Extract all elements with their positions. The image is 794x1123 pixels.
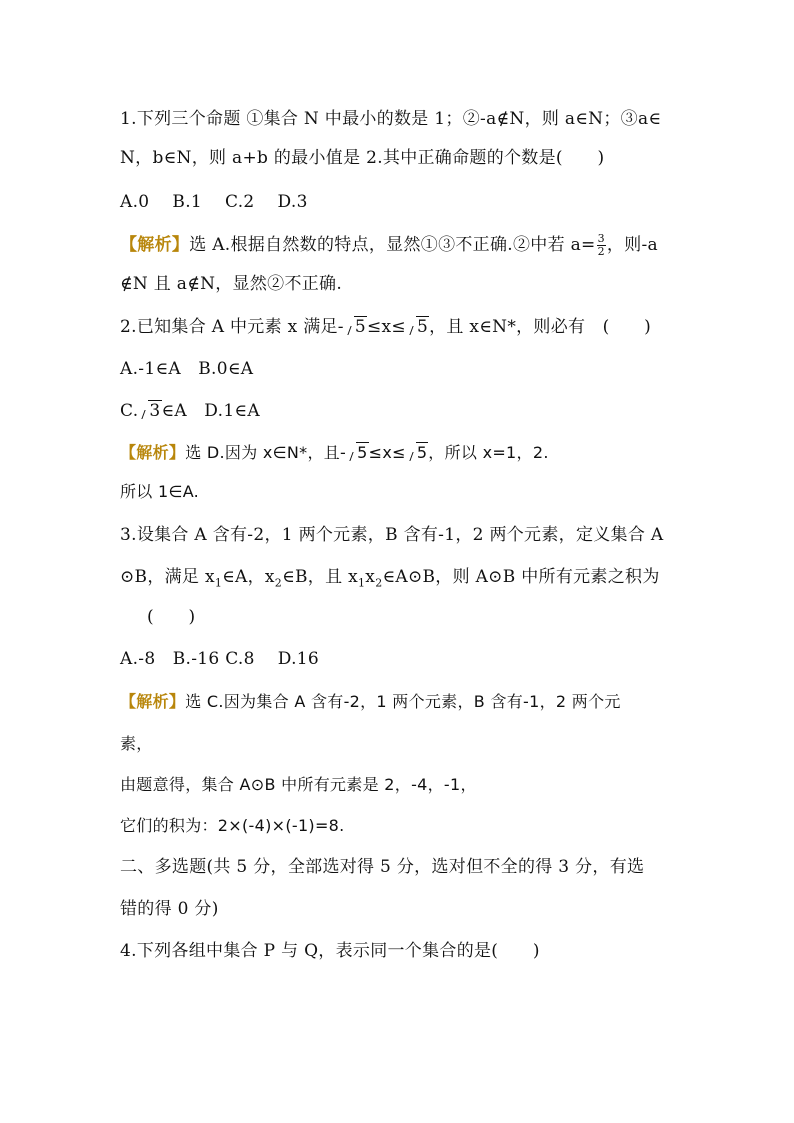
q3-solution-line-2: 素， — [120, 734, 153, 753]
section-heading-line-1: 二、多选题(共 5 分，全部选对得 5 分，选对但不全的得 3 分，有选 — [120, 857, 645, 877]
q4-line-1: 4.下列各组中集合 P 与 Q，表示同一个集合的是( ) — [120, 941, 540, 961]
q1-line-1: 1.下列三个命题 ①集合 N 中最小的数是 1；②-a∉N，则 a∈N；③a∈ — [120, 109, 662, 129]
q2-line-1: 2.已知集合 A 中元素 x 满足- 5≤x≤ 5，且 x∈N*，则必有 ( ) — [120, 317, 652, 337]
q3-line-3: ( ) — [147, 607, 196, 627]
section-heading-line-2: 错的得 0 分) — [120, 899, 219, 919]
fraction: $\frac{3}{2}$ — [597, 232, 605, 258]
solution-tag: 【解析】 — [120, 692, 186, 711]
sqrt-symbol: 5 — [407, 441, 428, 465]
q1-options: A.0 B.1 C.2 D.3 — [120, 192, 308, 212]
sqrt-symbol: 3 — [139, 399, 161, 423]
q2-options-1: A.-1∈A B.0∈A — [120, 359, 254, 379]
q2-solution-line-2: 所以 1∈A. — [120, 482, 200, 501]
q1-solution-line-2: ∉N 且 a∉N，显然②不正确. — [120, 274, 343, 294]
q1-solution-line-1: 【解析】选 A.根据自然数的特点，显然①③不正确.②中若 a= $\frac{3}{2}$ ，则-a — [120, 232, 658, 258]
sqrt-symbol: 5 — [345, 315, 367, 339]
q2-options-2: C. 3∈A D.1∈A — [120, 401, 260, 421]
q3-solution-line-3: 由题意得，集合 A⊙B 中所有元素是 2，-4，-1， — [120, 775, 477, 794]
q2-solution-line-1: 【解析】选 D.因为 x∈N*，且- 5≤x≤ 5，所以 x=1，2. — [120, 441, 549, 465]
q3-line-1: 3.设集合 A 含有-2，1 两个元素，B 含有-1，2 两个元素，定义集合 A — [120, 525, 664, 545]
sqrt-symbol: 5 — [347, 441, 368, 465]
q1-line-2: N，b∈N，则 a+b 的最小值是 2.其中正确命题的个数是( ) — [120, 148, 605, 168]
q3-solution-line-1: 【解析】选 C.因为集合 A 含有-2，1 两个元素，B 含有-1，2 两个元 — [120, 692, 621, 711]
q3-line-2: ⊙B，满足 $x_1\in A$，$x_2\in B$，且 $x_1x_2\in A⊙B$，则 A⊙B 中所有元素之积为 — [120, 567, 660, 590]
solution-tag: 【解析】 — [120, 235, 190, 255]
q3-options: A.-8 B.-16 C.8 D.16 — [120, 649, 320, 669]
solution-tag: 【解析】 — [120, 443, 186, 462]
sqrt-symbol: 5 — [407, 315, 429, 339]
q3-solution-line-4: 它们的积为：2×(-4)×(-1)=8. — [120, 816, 345, 835]
